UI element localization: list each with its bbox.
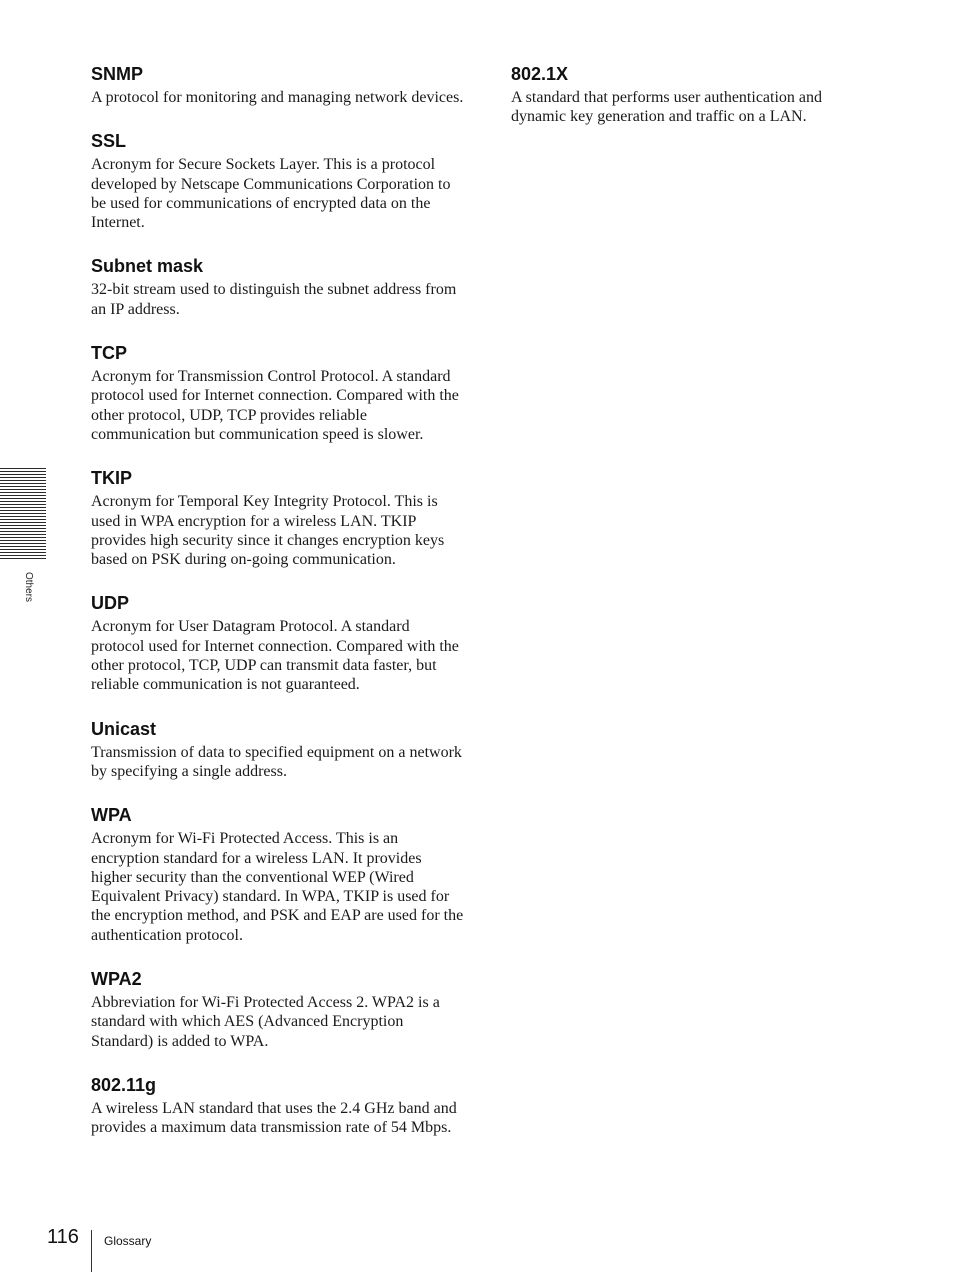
footer-section-title: Glossary (104, 1234, 152, 1248)
glossary-entry (511, 62, 856, 127)
glossary-definition: Acronym for Transmission Control Protocol. A standard protocol used for Internet connection. Compared with the other protocol, UDP, TCP provides reliable communication but communication speed is slower. (91, 368, 459, 443)
glossary-definition: Acronym for Secure Sockets Layer. This is a protocol developed by Netscape Communications Corporation to be used for communications of encrypted data on the Internet. (91, 156, 451, 232)
glossary-term: WPA (91, 805, 132, 826)
page-number: 116 (47, 1226, 79, 1248)
glossary-term: TCP (91, 343, 127, 364)
glossary-term: SSL (91, 131, 127, 152)
glossary-definition: A standard that performs user authentication and dynamic key generation and traffic on a LAN. (511, 89, 823, 126)
glossary-definition: Acronym for Wi-Fi Protected Access. This is an encryption standard for a wireless LAN. It provides higher security than the conventional WEP (Wired Equivalent Privacy) standard. In WPA, TKIP is used for the encryption method, and PSK and EAP are used for the authentication protocol. (91, 830, 464, 944)
glossary-definition: Acronym for Temporal Key Integrity Protocol. This is used in WPA encryption for a wireless LAN. TKIP provides high security since it changes encryption keys based on PSK during on-going communication. (91, 493, 445, 569)
glossary-term: Unicast (91, 718, 157, 739)
glossary-term: UDP (91, 593, 130, 614)
footer-divider (91, 1230, 92, 1272)
glossary-definition: A wireless LAN standard that uses the 2.4 GHz band and provides a maximum data transmission rate of 54 Mbps. (91, 1099, 457, 1137)
glossary-entry (91, 254, 466, 319)
glossary-term: SNMP (91, 64, 144, 84)
glossary-term: 802.1X (511, 64, 569, 84)
glossary-term: 802.11g (91, 1074, 157, 1095)
glossary-definition: Abbreviation for Wi-Fi Protected Access 2. WPA2 is a standard with which AES (Advanced Encryption Standard) is added to WPA. (91, 994, 440, 1050)
glossary-entry (91, 591, 466, 694)
glossary-term: TKIP (91, 468, 133, 489)
glossary-entry (91, 717, 466, 782)
glossary-definition: Acronym for User Datagram Protocol. A standard protocol used for Internet connection. Compared with the other protocol, TCP, UDP can transmit data faster, but reliable communication is not guaranteed. (91, 618, 459, 694)
glossary-definition: A protocol for monitoring and managing network devices. (91, 89, 464, 106)
glossary-entry (91, 341, 466, 444)
glossary-term: Subnet mask (91, 256, 204, 277)
glossary-entry (91, 466, 466, 569)
glossary-entry (91, 62, 466, 107)
glossary-entry (91, 1073, 466, 1138)
glossary-term: WPA2 (91, 969, 142, 990)
glossary-entry (91, 803, 466, 945)
glossary-entry (91, 967, 466, 1051)
glossary-column-left (91, 62, 466, 1160)
glossary-column-right (511, 62, 856, 149)
glossary-definition: 32-bit stream used to distinguish the subnet address from an IP address. (91, 281, 457, 318)
section-tab-label: Others (23, 572, 34, 603)
glossary-definition: Transmission of data to specified equipment on a network by specifying a single address. (91, 743, 462, 780)
section-tab-marker (0, 468, 46, 560)
glossary-entry (91, 129, 466, 232)
